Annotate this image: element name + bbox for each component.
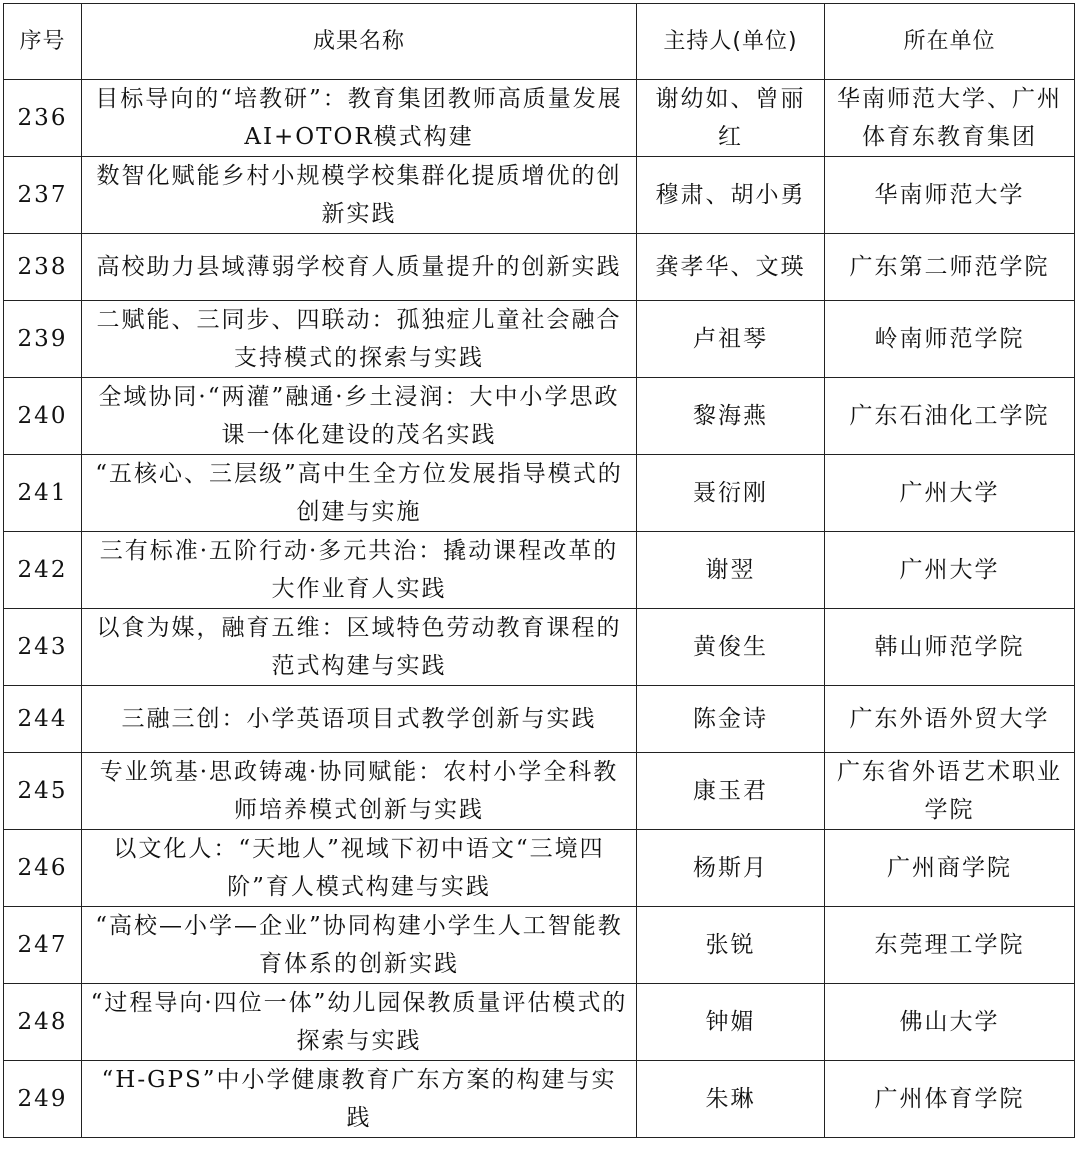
row-title: 全域协同·“两灌”融通·乡土浸润：大中小学思政课一体化建设的茂名实践 [82,378,637,455]
row-host: 黄俊生 [637,609,825,686]
row-index: 249 [4,1061,82,1138]
row-unit: 岭南师范学院 [825,301,1075,378]
row-index: 241 [4,455,82,532]
row-index: 243 [4,609,82,686]
row-unit: 广东第二师范学院 [825,234,1075,301]
row-unit: 广州体育学院 [825,1061,1075,1138]
row-title: 二赋能、三同步、四联动：孤独症儿童社会融合支持模式的探索与实践 [82,301,637,378]
row-unit: 广州商学院 [825,830,1075,907]
row-index: 240 [4,378,82,455]
row-unit: 东莞理工学院 [825,907,1075,984]
row-unit: 华南师范大学 [825,157,1075,234]
row-index: 237 [4,157,82,234]
table-row [4,609,1075,686]
table-row [4,80,1075,157]
achievements-table [3,3,1075,1138]
row-index: 242 [4,532,82,609]
table-row [4,301,1075,378]
row-title: 专业筑基·思政铸魂·协同赋能：农村小学全科教师培养模式创新与实践 [82,753,637,830]
header-title: 成果名称 [82,4,637,80]
table-row [4,984,1075,1061]
row-host: 杨斯月 [637,830,825,907]
row-index: 246 [4,830,82,907]
row-title: 数智化赋能乡村小规模学校集群化提质增优的创新实践 [82,157,637,234]
row-title: 三融三创：小学英语项目式教学创新与实践 [82,686,637,753]
row-host: 黎海燕 [637,378,825,455]
row-host: 张锐 [637,907,825,984]
table-row [4,686,1075,753]
row-host: 陈金诗 [637,686,825,753]
row-title: 以文化人：“天地人”视域下初中语文“三境四阶”育人模式构建与实践 [82,830,637,907]
table-row [4,753,1075,830]
header-host: 主持人(单位) [637,4,825,80]
row-host: 钟媚 [637,984,825,1061]
table-row [4,234,1075,301]
row-host: 穆肃、胡小勇 [637,157,825,234]
row-unit: 广东外语外贸大学 [825,686,1075,753]
row-title: 以食为媒，融育五维：区域特色劳动教育课程的范式构建与实践 [82,609,637,686]
row-title: “五核心、三层级”高中生全方位发展指导模式的创建与实施 [82,455,637,532]
row-unit: 广东石油化工学院 [825,378,1075,455]
row-host: 朱琳 [637,1061,825,1138]
row-index: 247 [4,907,82,984]
row-unit: 广州大学 [825,455,1075,532]
row-index: 248 [4,984,82,1061]
row-unit: 韩山师范学院 [825,609,1075,686]
table-row [4,157,1075,234]
row-index: 244 [4,686,82,753]
row-title: “过程导向·四位一体”幼儿园保教质量评估模式的探索与实践 [82,984,637,1061]
row-index: 239 [4,301,82,378]
row-host: 康玉君 [637,753,825,830]
row-host: 聂衍刚 [637,455,825,532]
header-index: 序号 [4,4,82,80]
row-unit: 广州大学 [825,532,1075,609]
row-index: 245 [4,753,82,830]
table-row [4,378,1075,455]
table-row [4,455,1075,532]
row-host: 龚孝华、文瑛 [637,234,825,301]
row-title: 目标导向的“培教研”：教育集团教师高质量发展AI+OTOR模式构建 [82,80,637,157]
table-row [4,907,1075,984]
row-index: 238 [4,234,82,301]
row-unit: 佛山大学 [825,984,1075,1061]
table-row [4,532,1075,609]
header-unit: 所在单位 [825,4,1075,80]
row-unit: 广东省外语艺术职业学院 [825,753,1075,830]
table-row [4,830,1075,907]
row-title: “高校—小学—企业”协同构建小学生人工智能教育体系的创新实践 [82,907,637,984]
table-row [4,1061,1075,1138]
row-index: 236 [4,80,82,157]
row-title: 三有标准·五阶行动·多元共治：撬动课程改革的大作业育人实践 [82,532,637,609]
row-title: 高校助力县域薄弱学校育人质量提升的创新实践 [82,234,637,301]
table-header-row [4,4,1075,80]
row-host: 卢祖琴 [637,301,825,378]
row-host: 谢幼如、曾丽红 [637,80,825,157]
row-unit: 华南师范大学、广州体育东教育集团 [825,80,1075,157]
row-host: 谢翌 [637,532,825,609]
row-title: “H-GPS”中小学健康教育广东方案的构建与实践 [82,1061,637,1138]
